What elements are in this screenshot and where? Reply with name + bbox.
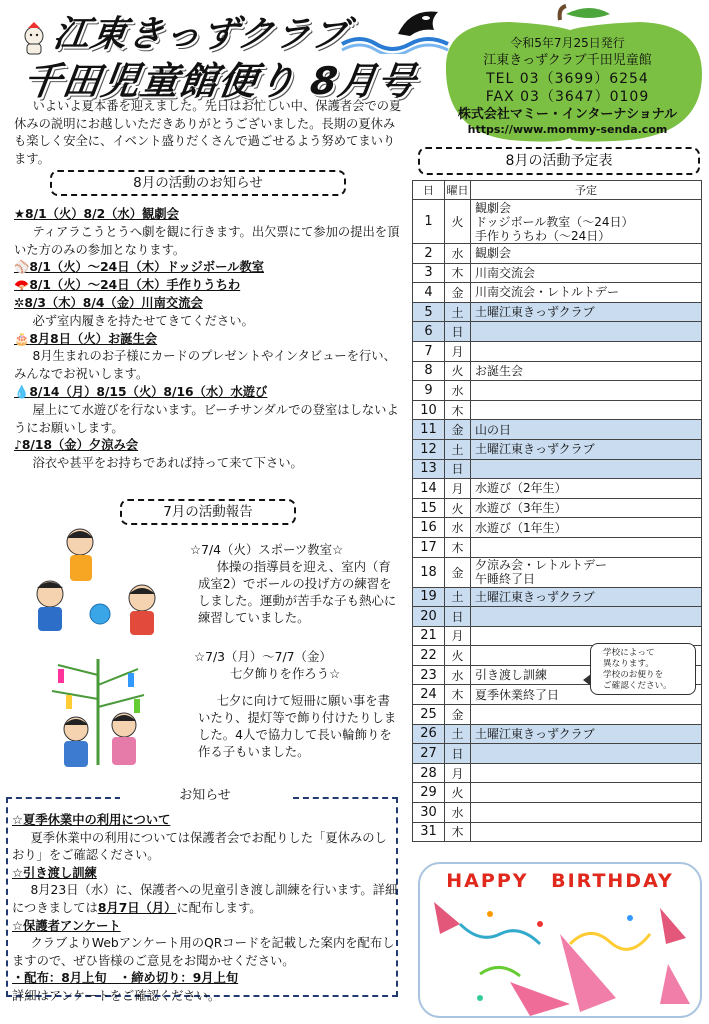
schedule-day: 17 xyxy=(413,537,445,557)
col-weekday: 曜日 xyxy=(445,181,471,200)
schedule-plan: 川南交流会・レトルトデー xyxy=(471,283,702,303)
party-popper-icon xyxy=(420,894,700,1018)
notices-list xyxy=(14,206,406,473)
schedule-day: 8 xyxy=(413,361,445,381)
schedule-weekday: 日 xyxy=(445,744,471,764)
schedule-day: 14 xyxy=(413,479,445,499)
schedule-day: 2 xyxy=(413,244,445,264)
schedule-plan xyxy=(471,537,702,557)
schedule-weekday: 火 xyxy=(445,498,471,518)
schedule-row xyxy=(413,400,702,420)
schedule-plan: 土曜江東きっずクラブ xyxy=(471,302,702,322)
schedule-row xyxy=(413,439,702,459)
schedule-row xyxy=(413,518,702,538)
info-survey-head: ☆保護者アンケート xyxy=(12,918,121,933)
newsletter-title-line2: 千田児童館便り 8月号 xyxy=(20,59,420,103)
publish-date: 令和5年7月25日発行 xyxy=(510,36,625,50)
schedule-plan: お誕生会 xyxy=(471,361,702,381)
schedule-day: 20 xyxy=(413,607,445,627)
schedule-plan xyxy=(471,607,702,627)
ball-icon: ⚾ xyxy=(14,260,30,275)
schedule-weekday: 月 xyxy=(445,341,471,361)
tanabata-illustration xyxy=(38,655,158,770)
schedule-weekday: 水 xyxy=(445,518,471,538)
schedule-heading: 8月の活動予定表 xyxy=(418,147,700,175)
schedule-plan xyxy=(471,822,702,842)
schedule-day: 30 xyxy=(413,803,445,823)
schedule-day: 15 xyxy=(413,498,445,518)
schedule-row xyxy=(413,705,702,725)
schedule-row xyxy=(413,498,702,518)
schedule-weekday: 木 xyxy=(445,537,471,557)
schedule-day: 4 xyxy=(413,283,445,303)
cake-icon: 🎂 xyxy=(14,331,30,346)
schedule-row xyxy=(413,783,702,803)
schedule-plan xyxy=(471,400,702,420)
schedule-weekday: 木 xyxy=(445,263,471,283)
fan-icon: 🪭 xyxy=(14,278,30,293)
report-sports-head: ☆7/4（火）スポーツ教室☆ xyxy=(190,542,344,557)
schedule-row xyxy=(413,361,702,381)
info-survey-schedule: ・配布：8月上旬 ・締め切り：9月上旬 xyxy=(12,971,239,986)
schedule-day: 19 xyxy=(413,587,445,607)
schedule-plan: 水遊び（2年生） xyxy=(471,479,702,499)
schedule-row xyxy=(413,479,702,499)
schedule-day: 6 xyxy=(413,322,445,342)
schedule-row xyxy=(413,744,702,764)
report-tanabata-body: 七夕に向けて短冊に願い事を書いたり、提灯等で飾り付けたりしました。4人で協力して長い輪飾りを作る子もいました。 xyxy=(198,693,397,759)
schedule-row xyxy=(413,244,702,264)
notice-exchange-body: 必ず室内履きを持たせてきてください。 xyxy=(32,313,254,328)
schedule-plan: 土曜江東きっずクラブ xyxy=(471,439,702,459)
publisher-name: 江東きっずクラブ千田児童館 xyxy=(483,53,652,68)
schedule-plan: 川南交流会 xyxy=(471,263,702,283)
schedule-weekday: 月 xyxy=(445,479,471,499)
notice-water-head: 💧8/14（月）8/15（火）8/16（水）水遊び xyxy=(14,384,268,399)
schedule-weekday: 水 xyxy=(445,803,471,823)
info-summer-head: ☆夏季休業中の利用について xyxy=(12,813,171,827)
schedule-plan: 夕涼み会・レトルトデー 午睡終了日 xyxy=(471,557,702,587)
schedule-weekday: 火 xyxy=(445,200,471,244)
schedule-row xyxy=(413,381,702,401)
schedule-weekday: 水 xyxy=(445,665,471,685)
schedule-day: 27 xyxy=(413,744,445,764)
info-drill-head: ☆引き渡し訓練 xyxy=(12,865,97,880)
schedule-row xyxy=(413,322,702,342)
schedule-weekday: 月 xyxy=(445,763,471,783)
schedule-weekday: 月 xyxy=(445,626,471,646)
schedule-day: 16 xyxy=(413,518,445,538)
schedule-day: 5 xyxy=(413,302,445,322)
schedule-weekday: 土 xyxy=(445,302,471,322)
schedule-row xyxy=(413,763,702,783)
schedule-weekday: 日 xyxy=(445,459,471,479)
schedule-plan xyxy=(471,381,702,401)
schedule-day: 12 xyxy=(413,439,445,459)
publisher-info xyxy=(440,34,695,136)
schedule-plan: 水遊び（3年生） xyxy=(471,498,702,518)
notice-birthday-head: 🎂8月8日（火）お誕生会 xyxy=(14,331,158,346)
schedule-plan: 水遊び（1年生） xyxy=(471,518,702,538)
schedule-weekday: 金 xyxy=(445,283,471,303)
notice-theater-body: ティアラこうとうへ劇を観に行きます。出欠票にて参加の提出を頂いた方のみの参加となります。 xyxy=(14,224,400,257)
report-item-tanabata xyxy=(190,648,400,760)
schedule-day: 10 xyxy=(413,400,445,420)
schedule-weekday: 土 xyxy=(445,587,471,607)
notice-fan-head: 🪭8/1（火）～24日（木）手作りうちわ xyxy=(14,278,241,293)
schedule-plan: 観劇会 xyxy=(471,244,702,264)
schedule-row xyxy=(413,302,702,322)
schedule-plan: 引き渡し訓練 xyxy=(471,665,702,685)
schedule-weekday: 土 xyxy=(445,724,471,744)
notice-exchange-head: ✲8/3（木）8/4（金）川南交流会 xyxy=(14,295,203,310)
info-summer-body: 夏季休業中の利用については保護者会でお配りした「夏休みのしおり」をご確認ください。 xyxy=(12,830,387,863)
schedule-weekday: 金 xyxy=(445,705,471,725)
info-drill-body: 8月23日（水）に、保護者への児童引き渡し訓練を行います。詳細につきましては8月7日（月）に配布します。 xyxy=(12,883,398,915)
handshake-icon: ✲ xyxy=(14,295,25,310)
notice-water-body: 屋上にて水遊びを行ないます。ビーチサンダルでの登室はしないようにお願いします。 xyxy=(14,402,399,435)
schedule-row xyxy=(413,537,702,557)
schedule-weekday: 日 xyxy=(445,607,471,627)
schedule-day: 31 xyxy=(413,822,445,842)
report-tanabata-head: ☆7/3（月）～7/7（金） xyxy=(194,649,332,664)
schedule-day: 25 xyxy=(413,705,445,725)
schedule-plan xyxy=(471,322,702,342)
col-day: 日 xyxy=(413,181,445,200)
schedule-day: 23 xyxy=(413,665,445,685)
schedule-weekday: 金 xyxy=(445,557,471,587)
schedule-day: 13 xyxy=(413,459,445,479)
schedule-day: 11 xyxy=(413,420,445,440)
birthday-card xyxy=(418,862,702,1018)
schedule-weekday: 水 xyxy=(445,381,471,401)
schedule-row xyxy=(413,341,702,361)
website-url[interactable]: https://www.mommy-senda.com xyxy=(467,123,668,136)
schedule-row xyxy=(413,803,702,823)
schedule-row xyxy=(413,587,702,607)
schedule-row xyxy=(413,822,702,842)
schedule-weekday: 木 xyxy=(445,822,471,842)
schedule-weekday: 金 xyxy=(445,420,471,440)
schedule-plan: 山の日 xyxy=(471,420,702,440)
schedule-weekday: 土 xyxy=(445,439,471,459)
notice-dodgeball-head: ⚾8/1（火）～24日（木）ドッジボール教室 xyxy=(14,260,265,275)
notice-birthday-body: 8月生まれのお子様にカードのプレゼントやインタビューを行い、みんなでお祝いします。 xyxy=(14,349,396,382)
schedule-day: 3 xyxy=(413,263,445,283)
water-drop-icon: 💧 xyxy=(14,384,30,399)
intro-text: いよいよ夏本番を迎えました。先日はお忙しい中、保護者会での夏休みの説明にお越しいただきありがとうございました。長期の夏休みも楽しく安全に、イベント盛りだくさんで過ごせるよう努めてまいります。 xyxy=(14,99,402,166)
schedule-row xyxy=(413,459,702,479)
schedule-row xyxy=(413,557,702,587)
schedule-weekday: 火 xyxy=(445,783,471,803)
report-item-sports xyxy=(190,541,400,626)
info-survey-tail: 詳細はアンケートをご確認ください。 xyxy=(12,988,221,1003)
notice-evening-body: 浴衣や甚平をお持ちであれば持って来て下さい。 xyxy=(32,456,303,471)
schedule-weekday: 火 xyxy=(445,646,471,666)
schedule-weekday: 木 xyxy=(445,685,471,705)
birthday-title: HAPPY BIRTHDAY xyxy=(446,870,674,892)
newsletter-title-line1: 江東きっずクラブ xyxy=(50,14,352,55)
schedule-row xyxy=(413,724,702,744)
kids-ball-illustration xyxy=(20,522,170,652)
schedule-day: 26 xyxy=(413,724,445,744)
schedule-weekday: 日 xyxy=(445,322,471,342)
schedule-weekday: 火 xyxy=(445,361,471,381)
schedule-plan xyxy=(471,763,702,783)
schedule-plan: 夏季休業終了日 xyxy=(471,685,702,705)
notice-theater-head: ★8/1（火）8/2（水）観劇会 xyxy=(14,207,179,221)
schedule-day: 22 xyxy=(413,646,445,666)
schedule-weekday: 水 xyxy=(445,244,471,264)
schedule-plan xyxy=(471,783,702,803)
report-heading: 7月の活動報告 xyxy=(120,499,296,525)
schedule-row xyxy=(413,607,702,627)
schedule-row xyxy=(413,420,702,440)
company-name: 株式会社マミー・インターナショナル xyxy=(457,107,678,122)
schedule-day: 1 xyxy=(413,200,445,244)
schedule-day: 29 xyxy=(413,783,445,803)
schedule-row xyxy=(413,263,702,283)
school-note-bubble: 学校によって 異なります。 学校のお便りを ご確認ください。 xyxy=(590,643,696,695)
schedule-day: 9 xyxy=(413,381,445,401)
notices-heading: 8月の活動のお知らせ xyxy=(50,170,346,196)
schedule-day: 21 xyxy=(413,626,445,646)
schedule-day: 24 xyxy=(413,685,445,705)
schedule-day: 7 xyxy=(413,341,445,361)
info-list xyxy=(12,812,398,1006)
schedule-plan: 土曜江東きっずクラブ xyxy=(471,587,702,607)
schedule-day: 18 xyxy=(413,557,445,587)
info-heading: お知らせ xyxy=(120,784,290,803)
notice-evening-head: ♪8/18（金）夕涼み会 xyxy=(14,438,139,453)
schedule-plan xyxy=(471,744,702,764)
schedule-plan xyxy=(471,705,702,725)
orca-icon xyxy=(340,4,450,54)
schedule-weekday: 木 xyxy=(445,400,471,420)
report-tanabata-head2: 七夕飾りを作ろう☆ xyxy=(230,666,341,681)
schedule-plan: 観劇会 ドッジボール教室（～24日） 手作りうちわ（～24日） xyxy=(471,200,702,244)
fax-number: FAX 03（3647）0109 xyxy=(485,89,650,105)
schedule-plan xyxy=(471,803,702,823)
schedule-plan: 土曜江東きっずクラブ xyxy=(471,724,702,744)
schedule-plan xyxy=(471,341,702,361)
info-survey-body: クラブよりWebアンケート用のQRコードを記載した案内を配布しますので、ぜひ皆様のご意見をお聞かせください。 xyxy=(12,936,395,968)
schedule-plan xyxy=(471,459,702,479)
report-sports-body: 体操の指導員を迎え、室内（育成室2）でボールの投げ方の練習をしました。運動が苦手な子も熱心に練習していました。 xyxy=(198,559,397,625)
schedule-row xyxy=(413,200,702,244)
schedule-table xyxy=(412,180,702,842)
tel-number: TEL 03（3699）6254 xyxy=(486,71,649,87)
schedule-row xyxy=(413,283,702,303)
schedule-day: 28 xyxy=(413,763,445,783)
col-plan: 予定 xyxy=(471,181,702,200)
